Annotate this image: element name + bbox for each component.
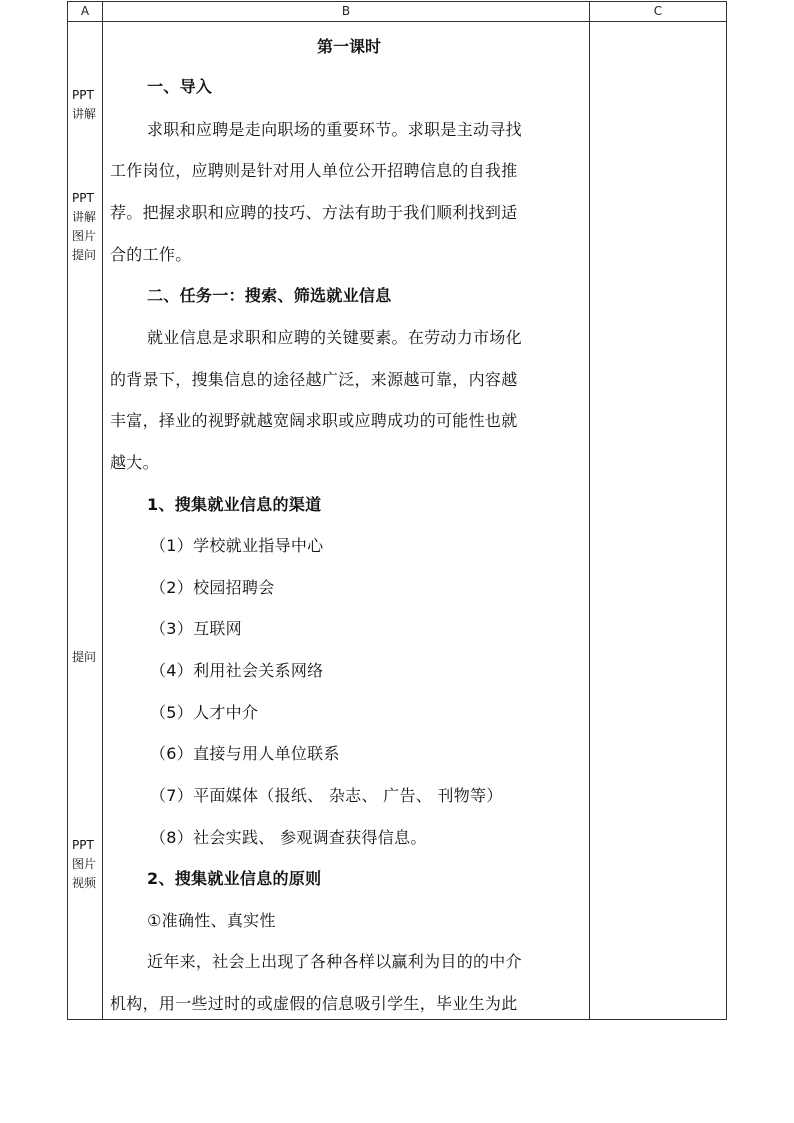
channel-item: （1）学校就业指导中心 <box>150 536 324 555</box>
channel-item: （3）互联网 <box>150 619 242 638</box>
paragraph-line: 的背景下，搜集信息的途径越广泛，来源越可靠，内容越 <box>110 370 518 389</box>
side-note: PPT 讲解 <box>72 88 97 121</box>
side-note: 提问 <box>72 650 97 664</box>
paragraph-line: 荐。把握求职和应聘的技巧、方法有助于我们顺利找到适 <box>110 203 518 222</box>
column-header-c[interactable]: C <box>653 4 663 18</box>
channel-item: （5）人才中介 <box>150 703 259 722</box>
lesson-title: 第一课时 <box>316 37 381 56</box>
side-note: PPT 图片 视频 <box>72 838 97 890</box>
column-header-a[interactable]: A <box>80 4 90 18</box>
paragraph-line: 工作岗位，应聘则是针对用人单位公开招聘信息的自我推 <box>110 161 518 180</box>
paragraph-line: 求职和应聘是走向职场的重要环节。求职是主动寻找 <box>147 120 522 139</box>
channel-item: （6）直接与用人单位联系 <box>150 744 340 763</box>
subheading-channels: 1、搜集就业信息的渠道 <box>147 495 322 514</box>
paragraph-line: 丰富，择业的视野就越宽阔求职或应聘成功的可能性也就 <box>110 411 518 430</box>
section-heading-task1: 二、任务一：搜索、筛选就业信息 <box>147 286 392 305</box>
header-row-divider <box>68 21 726 22</box>
channel-item: （8）社会实践、 参观调查获得信息。 <box>150 828 427 847</box>
paragraph-line: 近年来，社会上出现了各种各样以赢利为目的的中介 <box>147 952 522 971</box>
channel-item: （4）利用社会关系网络 <box>150 661 324 680</box>
column-header-b[interactable]: B <box>341 4 351 18</box>
side-note: PPT 讲解 图片 提问 <box>72 191 97 262</box>
paragraph-line: 机构，用一些过时的或虚假的信息吸引学生，毕业生为此 <box>110 994 518 1013</box>
paragraph-line: 越大。 <box>110 453 159 472</box>
paragraph-line: 就业信息是求职和应聘的关键要素。在劳动力市场化 <box>147 328 522 347</box>
principle-item: ①准确性、真实性 <box>147 911 276 930</box>
paragraph-line: 合的工作。 <box>110 245 192 264</box>
channel-item: （7）平面媒体（报纸、 杂志、 广告、 刊物等） <box>150 786 503 805</box>
channel-item: （2）校园招聘会 <box>150 578 275 597</box>
subheading-principles: 2、搜集就业信息的原则 <box>147 869 322 888</box>
section-heading-intro: 一、导入 <box>147 77 213 96</box>
